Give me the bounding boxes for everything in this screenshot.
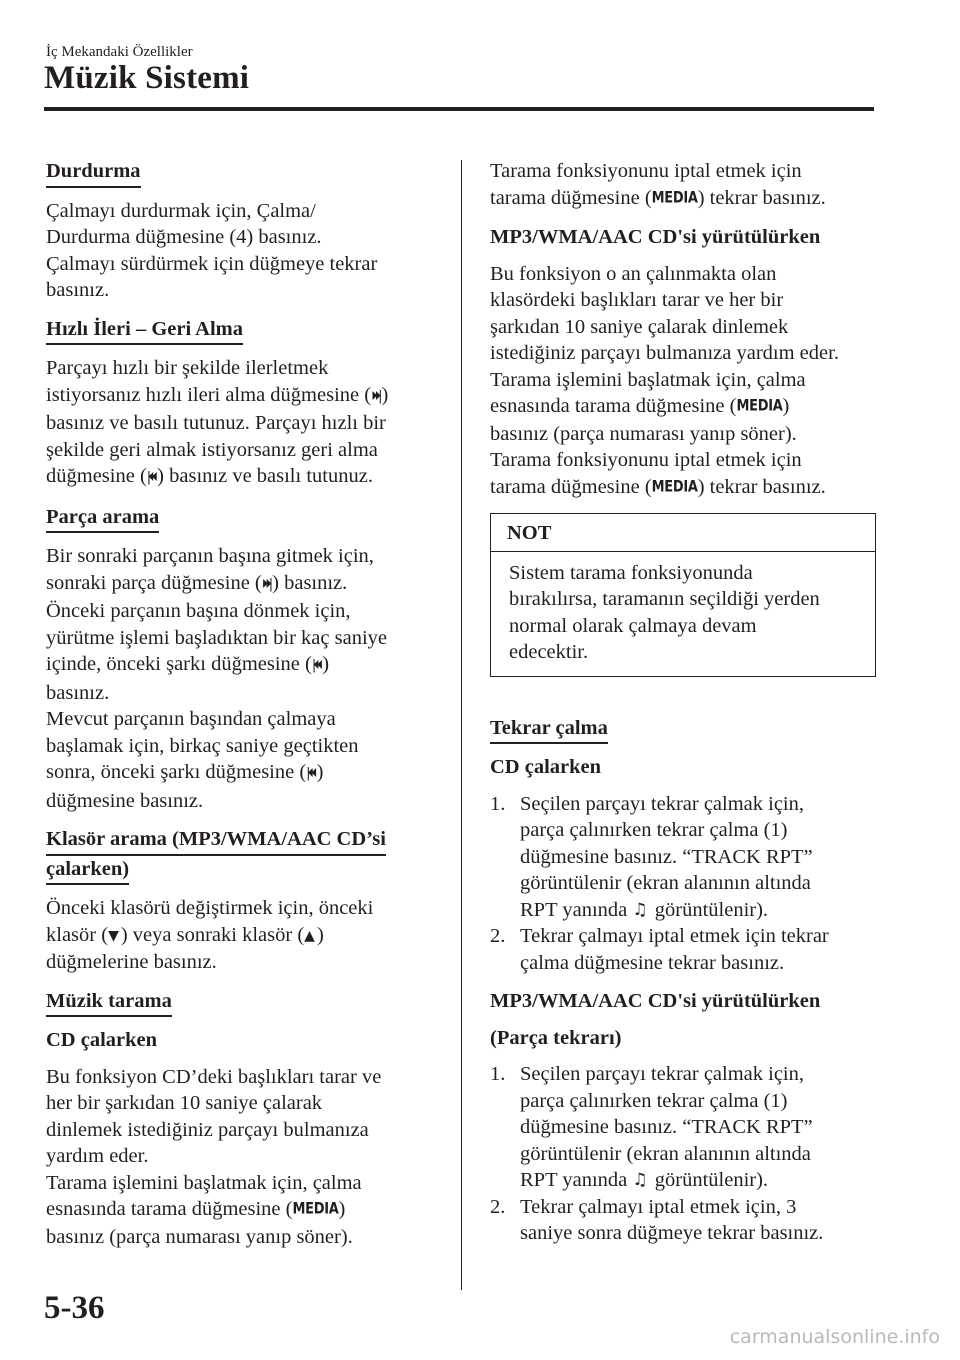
text-line: Sistem tarama fonksiyonunda	[509, 561, 753, 584]
muzik-text	[46, 1064, 431, 1251]
text-line: Tarama işlemini başlatmak için, çalma	[490, 368, 806, 391]
subheading-mp3-scan: MP3/WMA/AAC CD'si yürütülürken	[490, 226, 821, 248]
page-number: 5-36	[44, 1290, 105, 1326]
text-line: görüntülenir (ekran alanının altında	[520, 872, 811, 894]
text-line: Tekrar çalmayı iptal etmek için tekrar	[520, 925, 829, 947]
heading-parca-arama: Parça arama	[46, 504, 159, 534]
subheading-cd-calarken: CD çalarken	[46, 1029, 158, 1051]
text-line: düğmesine basınız. “TRACK RPT”	[520, 845, 813, 868]
note-body	[491, 552, 875, 676]
durdurma-text	[46, 198, 431, 304]
text-line: parça çalınırken tekrar çalma (1)	[520, 1089, 788, 1112]
cd-repeat-steps	[490, 791, 876, 977]
text-fragment: klasör (	[46, 923, 109, 946]
text-line	[490, 474, 876, 502]
text-line	[46, 570, 431, 599]
text-line	[46, 651, 431, 680]
text-line: basınız (parça numarası yanıp söner).	[490, 422, 797, 445]
text-fragment: istiyorsanız hızlı ileri alma düğmesine (	[46, 383, 372, 406]
text-line: klasördeki başlıkları tarar ve her bir	[490, 289, 784, 311]
text-fragment: ) basınız.	[272, 571, 348, 594]
text-line: Önceki klasörü değiştirmek için, önceki	[46, 897, 374, 919]
text-fragment: )	[338, 1198, 346, 1220]
fast-forward-icon: ⏵⏵|	[371, 388, 380, 404]
heading-durdurma: Durdurma	[46, 158, 141, 188]
text-line: başlamak için, birkaç saniye geçtikten	[46, 734, 359, 757]
text-fragment: )	[316, 761, 324, 783]
text-line: düğmesine basınız. “TRACK RPT”	[520, 1116, 813, 1138]
text-line: Durdurma düğmesine (4) basınız.	[46, 226, 322, 248]
parca-text	[46, 543, 431, 814]
list-number: 1.	[490, 792, 506, 815]
text-line	[46, 463, 431, 492]
page-title: Müzik Sistemi	[44, 60, 250, 96]
text-line: düğmelerine basınız.	[46, 951, 217, 973]
text-line: Önceki parçanın başına dönmek için,	[46, 600, 351, 622]
text-fragment: görüntülenir).	[649, 898, 769, 921]
previous-track-icon: |⏴⏴	[306, 766, 315, 781]
column-divider	[461, 160, 462, 1290]
text-fragment: düğmesine (	[46, 465, 147, 487]
text-line: şekilde geri almak istiyorsanız geri alma	[46, 438, 378, 461]
text-fragment: ) basınız ve basılı tutunuz.	[157, 465, 373, 487]
text-line: görüntülenir (ekran alanının altında	[520, 1142, 811, 1165]
text-line: şarkıdan 10 saniye çalarak dinlemek	[490, 315, 789, 338]
text-line: düğmesine basınız.	[46, 789, 204, 812]
note-box	[490, 513, 876, 677]
text-fragment: ) tekrar basınız.	[697, 186, 826, 209]
list-number: 1.	[490, 1063, 506, 1085]
text-line: çalma düğmesine tekrar basınız.	[520, 951, 785, 974]
text-fragment: )	[782, 395, 790, 417]
text-line	[46, 922, 431, 950]
down-arrow-icon: ▼	[108, 927, 119, 944]
text-fragment: RPT yanında	[520, 898, 633, 921]
list-item	[490, 791, 876, 924]
text-line: basınız (parça numarası yanıp söner).	[46, 1225, 353, 1248]
text-line: dinlemek istediğiniz parçayı bulmanıza	[46, 1118, 369, 1141]
text-fragment: ) tekrar basınız.	[697, 475, 826, 498]
text-fragment: ) veya sonraki klasör (	[120, 923, 305, 946]
subheading-track-repeat: (Parça tekrarı)	[490, 1026, 622, 1049]
rewind-icon: |⏴⏴	[146, 470, 156, 485]
text-line: Bu fonksiyon CD’deki başlıkları tarar ve	[46, 1065, 382, 1088]
previous-track-icon: |⏴⏴	[311, 658, 321, 673]
mp3-scan-text	[490, 261, 876, 502]
text-line	[46, 759, 431, 788]
text-line: Bir sonraki parçanın başına gitmek için,	[46, 545, 374, 567]
text-line: Seçilen parçayı tekrar çalmak için,	[520, 792, 805, 815]
heading-klasor-arama	[46, 826, 431, 885]
text-line	[520, 897, 876, 924]
text-line: Bu fonksiyon o an çalınmakta olan	[490, 262, 777, 285]
media-button-icon: MEDIA	[736, 397, 783, 416]
text-fragment: esnasında tarama düğmesine (	[490, 395, 737, 417]
text-line: Tekrar çalmayı iptal etmek için, 3	[520, 1195, 797, 1218]
text-line: Tarama fonksiyonunu iptal etmek için	[490, 160, 802, 182]
text-line: basınız ve basılı tutunuz. Parçayı hızlı bir	[46, 412, 386, 434]
watermark: carmanualsonline.info	[729, 1326, 940, 1348]
text-line: istediğiniz parçayı bulmanıza yardım eder.	[490, 342, 839, 364]
text-line: basınız.	[46, 681, 110, 704]
subheading-cd-calarken: CD çalarken	[490, 756, 602, 778]
text-fragment: görüntülenir).	[649, 1169, 769, 1191]
text-fragment: tarama düğmesine (	[490, 186, 652, 209]
heading-hizli-ileri: Hızlı İleri – Geri Alma	[46, 316, 243, 346]
text-line: basınız.	[46, 279, 110, 301]
heading-tekrar-calma: Tekrar çalma	[490, 715, 608, 745]
music-note-icon: ♫	[632, 899, 648, 920]
klasor-text	[46, 895, 431, 976]
list-number: 2.	[490, 1195, 506, 1218]
media-button-icon: MEDIA	[292, 1200, 339, 1219]
text-line: Tarama fonksiyonunu iptal etmek için	[490, 449, 802, 471]
up-arrow-icon: ▲	[304, 927, 315, 944]
text-fragment: esnasında tarama düğmesine (	[46, 1198, 293, 1220]
subheading-mp3-repeat: MP3/WMA/AAC CD'si yürütülürken	[490, 990, 821, 1012]
media-button-icon: MEDIA	[651, 188, 698, 207]
text-line: Çalmayı durdurmak için, Çalma/	[46, 199, 316, 222]
right-column	[490, 158, 876, 1259]
media-button-icon: MEDIA	[651, 477, 698, 496]
left-column	[46, 158, 431, 1262]
heading-muzik-tarama: Müzik tarama	[46, 988, 172, 1018]
note-title: NOT	[491, 514, 875, 552]
text-line	[46, 1196, 431, 1224]
text-line	[46, 382, 431, 411]
text-line	[490, 393, 876, 421]
text-line: Çalmayı sürdürmek için düğmeye tekrar	[46, 252, 378, 275]
text-line: bırakılırsa, taramanın seçildiği yerden	[509, 588, 820, 610]
text-line: Tarama işlemini başlatmak için, çalma	[46, 1171, 362, 1194]
header-section-label: İç Mekandaki Özellikler	[46, 44, 193, 60]
text-line: yardım eder.	[46, 1145, 149, 1167]
text-line: Mevcut parçanın başından çalmaya	[46, 708, 336, 730]
text-fragment: içinde, önceki şarkı düğmesine (	[46, 653, 312, 675]
text-fragment: )	[322, 653, 330, 675]
text-line: edecektir.	[509, 641, 589, 663]
text-fragment: sonra, önceki şarkı düğmesine (	[46, 761, 307, 783]
list-item	[490, 923, 876, 976]
text-fragment: )	[316, 923, 324, 946]
mp3-repeat-steps	[490, 1061, 876, 1247]
text-line	[520, 1167, 876, 1194]
next-track-icon: ⏵⏵|	[261, 576, 271, 592]
text-line: her bir şarkıdan 10 saniye çalarak	[46, 1092, 323, 1114]
text-fragment: RPT yanında	[520, 1169, 633, 1191]
header-rule	[44, 107, 874, 111]
text-line	[490, 185, 876, 213]
hizli-text	[46, 355, 431, 492]
list-item	[490, 1194, 876, 1247]
list-item	[490, 1061, 876, 1194]
text-line: Seçilen parçayı tekrar çalmak için,	[520, 1063, 805, 1085]
text-line: normal olarak çalmaya devam	[509, 614, 757, 637]
text-fragment: tarama düğmesine (	[490, 475, 652, 498]
text-line: saniye sonra düğmeye tekrar basınız.	[520, 1222, 824, 1244]
text-fragment: sonraki parça düğmesine (	[46, 571, 262, 594]
text-line: yürütme işlemi başladıktan bir kaç saniye	[46, 626, 388, 649]
text-line: Parçayı hızlı bir şekilde ilerletmek	[46, 357, 329, 379]
heading-line: Klasör arama (MP3/WMA/AAC CD’si	[46, 826, 386, 856]
music-note-icon: ♫	[632, 1170, 648, 1190]
heading-line: çalarken)	[46, 856, 129, 886]
cancel-scan-text	[490, 158, 876, 212]
text-fragment: )	[381, 383, 389, 406]
list-number: 2.	[490, 925, 506, 947]
text-line: parça çalınırken tekrar çalma (1)	[520, 819, 788, 841]
